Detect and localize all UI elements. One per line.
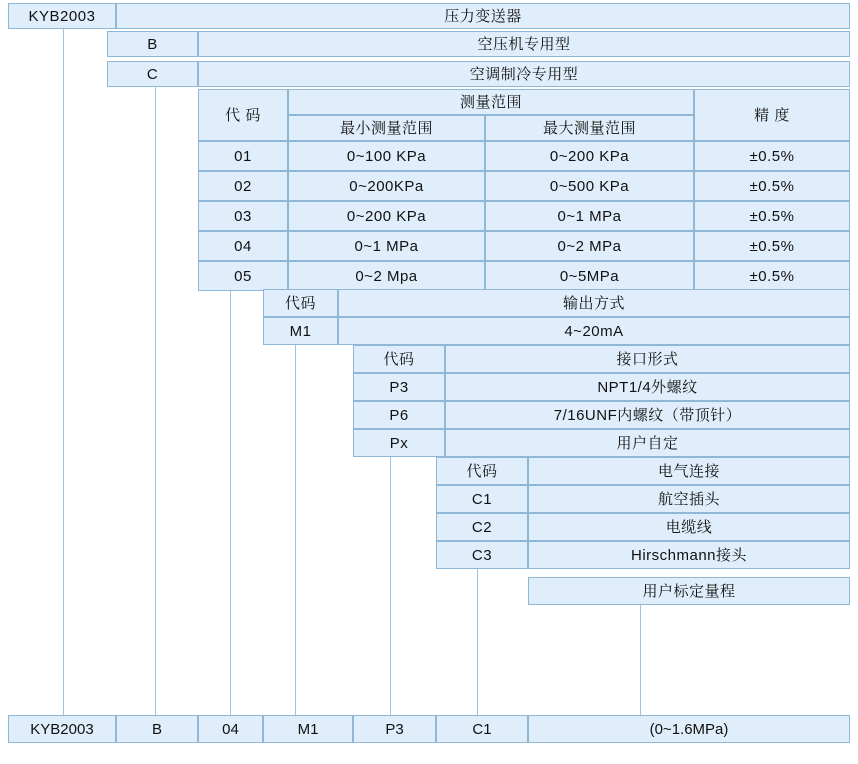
output-group-header: 输出方式 [338,289,850,317]
interface-desc-p6: 7/16UNF内螺纹（带顶针） [445,401,850,429]
connector-line-model [63,29,64,715]
electrical-code-c3: C3 [436,541,528,569]
range-min-05: 0~2 Mpa [288,261,485,291]
connector-line-electrical [477,569,478,715]
range-max-05: 0~5MPa [485,261,694,291]
interface-group-header: 接口形式 [445,345,850,373]
range-code-05: 05 [198,261,288,291]
range-code-header: 代 码 [198,89,288,141]
electrical-code-c2: C2 [436,513,528,541]
output-code-header: 代码 [263,289,338,317]
range-code-04: 04 [198,231,288,261]
interface-code-header: 代码 [353,345,445,373]
example-electrical-cell: C1 [436,715,528,743]
range-accuracy-02: ±0.5% [694,171,850,201]
range-accuracy-01: ±0.5% [694,141,850,171]
range-min-03: 0~200 KPa [288,201,485,231]
output-code-m1: M1 [263,317,338,345]
example-output-cell: M1 [263,715,353,743]
range-max-header: 最大测量范围 [485,115,694,141]
range-accuracy-04: ±0.5% [694,231,850,261]
interface-code-p6: P6 [353,401,445,429]
electrical-desc-c3: Hirschmann接头 [528,541,850,569]
range-max-02: 0~500 KPa [485,171,694,201]
output-desc-m1: 4~20mA [338,317,850,345]
range-max-03: 0~1 MPa [485,201,694,231]
range-accuracy-03: ±0.5% [694,201,850,231]
connector-line-output [295,345,296,715]
connector-line-user-range [640,605,641,715]
interface-desc-p3: NPT1/4外螺纹 [445,373,850,401]
range-max-04: 0~2 MPa [485,231,694,261]
interface-code-px: Px [353,429,445,457]
example-model-cell: KYB2003 [8,715,116,743]
range-min-02: 0~200KPa [288,171,485,201]
range-min-header: 最小测量范围 [288,115,485,141]
connector-line-interface [390,457,391,715]
interface-desc-px: 用户自定 [445,429,850,457]
electrical-desc-c2: 电缆线 [528,513,850,541]
range-min-01: 0~100 KPa [288,141,485,171]
type-c-desc-cell: 空调制冷专用型 [198,61,850,87]
model-code-cell: KYB2003 [8,3,116,29]
interface-code-p3: P3 [353,373,445,401]
type-b-code-cell: B [107,31,198,57]
range-code-01: 01 [198,141,288,171]
range-accuracy-05: ±0.5% [694,261,850,291]
range-max-01: 0~200 KPa [485,141,694,171]
connector-line-type [155,87,156,715]
example-type-cell: B [116,715,198,743]
user-range-cell: 用户标定量程 [528,577,850,605]
example-user-range-cell: (0~1.6MPa) [528,715,850,743]
connector-line-range [230,291,231,715]
range-code-03: 03 [198,201,288,231]
example-range-cell: 04 [198,715,263,743]
type-c-code-cell: C [107,61,198,87]
electrical-code-header: 代码 [436,457,528,485]
range-code-02: 02 [198,171,288,201]
example-interface-cell: P3 [353,715,436,743]
electrical-desc-c1: 航空插头 [528,485,850,513]
accuracy-header: 精 度 [694,89,850,141]
type-b-desc-cell: 空压机专用型 [198,31,850,57]
electrical-group-header: 电气连接 [528,457,850,485]
range-group-header: 测量范围 [288,89,694,115]
range-min-04: 0~1 MPa [288,231,485,261]
model-desc-cell: 压力变送器 [116,3,850,29]
electrical-code-c1: C1 [436,485,528,513]
